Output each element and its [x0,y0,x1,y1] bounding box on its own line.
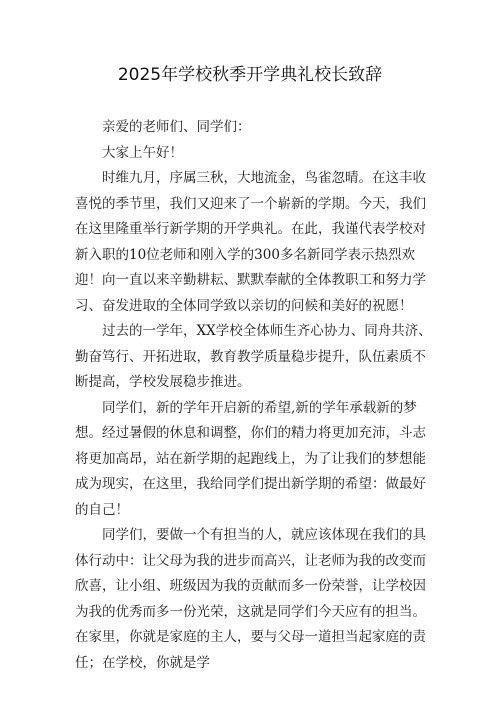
paragraph: 时维九月，序属三秋，大地流金，鸟雀忽晴。在这丰收喜悦的季节里，我们又迎来了一个崭新的学期。今天，我们在这里隆重举行新学期的开学典礼。在此，我谨代表学校对新入职的10位老师和刚入学的300多名新同学表示热烈欢迎！向一直以来辛勤耕耘、默默奉献的全体教职工和努力学习、奋发进取的全体同学致以亲切的问候和美好的祝愿！ [75,170,426,314]
paragraph: 同学们，新的学年开启新的希望,新的学年承载新的梦想。经过暑假的休息和调整，你们的精力将更加充沛，斗志将更加高昂，站在新学期的起跑线上，为了让我们的梦想能成为现实，在这里，我给同学们提出新学期的希望：做最好的自己！ [75,399,426,518]
document-title: 2025年学校秋季开学典礼校长致辞 [117,65,383,85]
salutation: 亲爱的老师们、同学们： [102,119,251,135]
greeting: 大家上午好！ [102,144,183,161]
document-body [75,115,435,676]
paragraph: 同学们，要做一个有担当的人，就应该体现在我们的具体行动中：让父母为我的进步而高兴，让老师为我的改变而欣喜，让小组、班级因为我的贡献而多一份荣誉，让学校因为我的优秀而多一份光荣，这就是同学们今天应有的担当。在家里，你就是家庭的主人，要与父母一道担当起家庭的责任；在学校，你就是学 [75,527,426,671]
paragraph: 过去的一学年，XX学校全体师生齐心协力、同舟共济、勤奋笃行、开拓进取，教育教学质量稳步提升，队伍素质不断提高，学校发展稳步推进。 [75,323,432,390]
